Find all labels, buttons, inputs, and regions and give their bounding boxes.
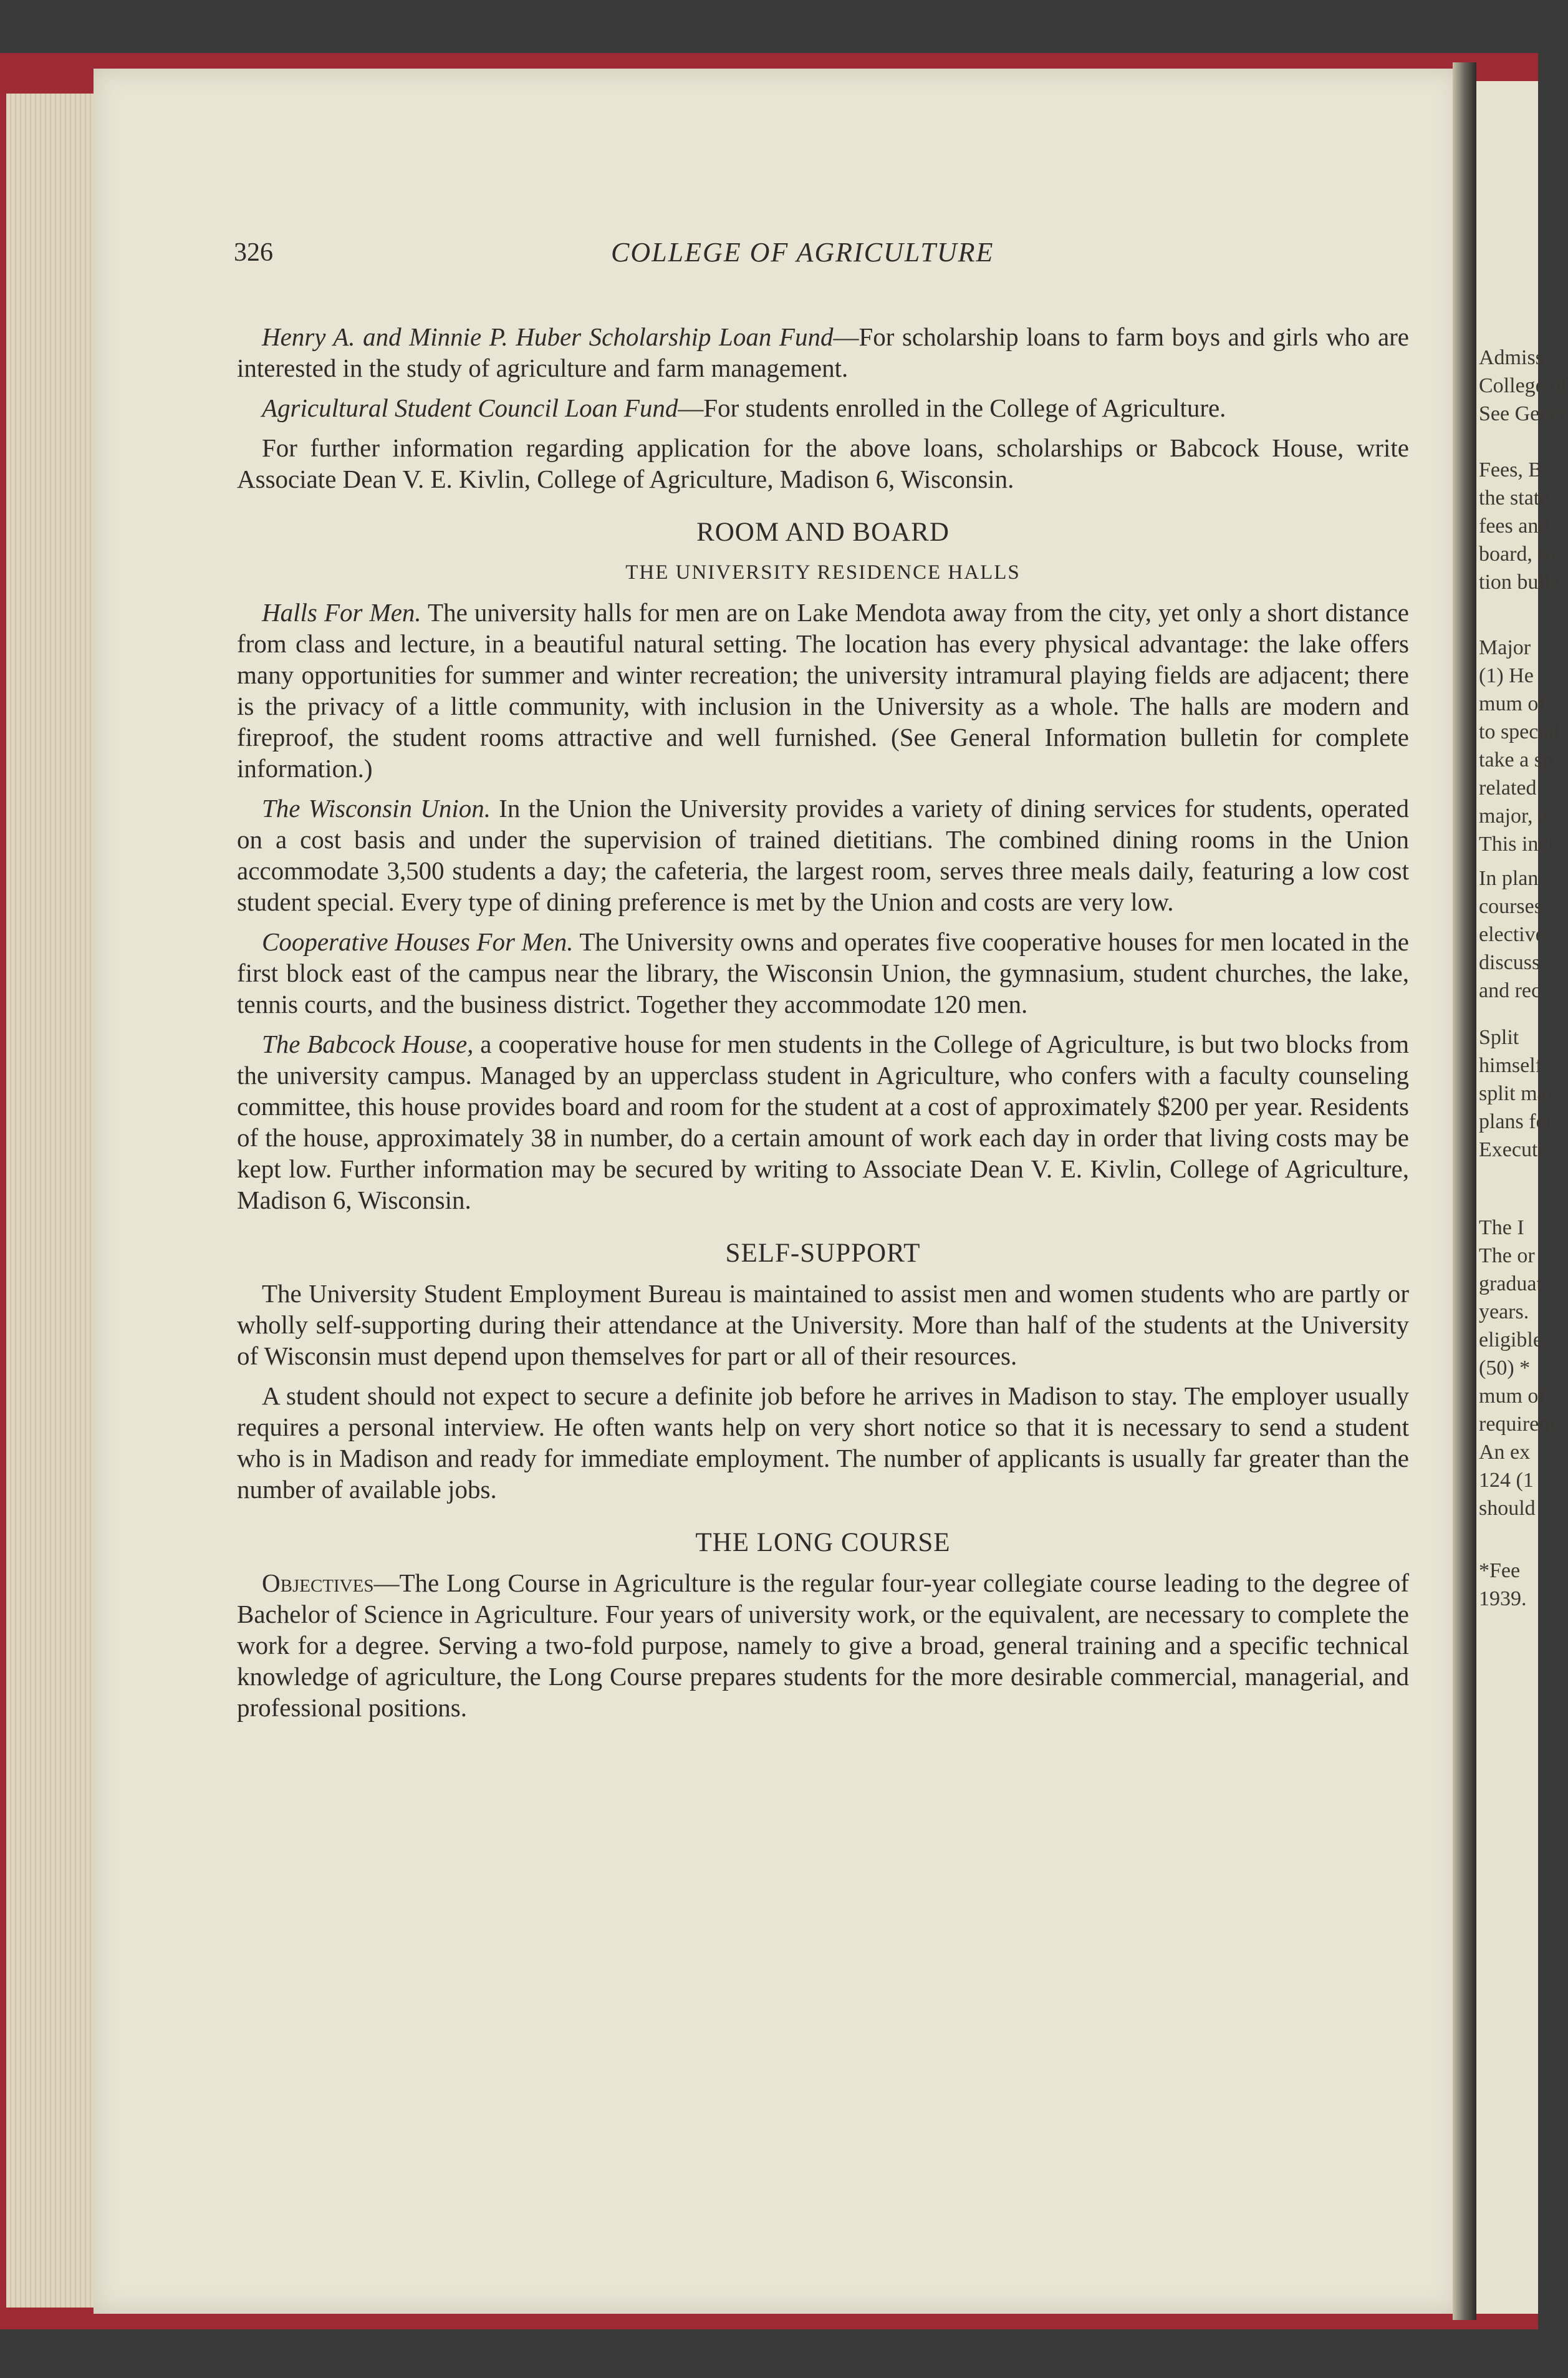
fragment-line: tion bulle bbox=[1479, 571, 1560, 594]
fragment-line: should bbox=[1479, 1497, 1536, 1520]
fragment-line: mum of bbox=[1479, 1385, 1546, 1408]
fragment-line: College of bbox=[1479, 374, 1568, 397]
fragment-line: See Gener bbox=[1479, 402, 1567, 425]
paragraph-text: The university halls for men are on Lake Mendota away from the city, yet only a short distance from class and lecture, in a beautiful natural setting. The location has every physical advantage: the lake offers many opportunities for summer and winter recreation; the university intramural playing fields are adjacent; there is the privacy of a little community, with inclusion in the University as a whole. The halls are modern and fireproof, the student rooms attractive and well furnished. (See General Information bulletin for complete information.) bbox=[237, 598, 1409, 783]
fragment-line: the state bbox=[1479, 486, 1549, 510]
fragment-line: (1) He bbox=[1479, 664, 1534, 687]
fragment-line: The or bbox=[1479, 1244, 1535, 1267]
paragraph-lead: Henry A. and Minnie P. Huber Scholarship Loan Fund bbox=[262, 322, 834, 351]
fragment-line: courses bbox=[1479, 895, 1542, 918]
paragraph-lead: The Babcock House, bbox=[262, 1030, 474, 1058]
paragraph-text: The University owns and operates five cooperative houses for men located in the first block east of the campus near the library, the Wisconsin Union, the gymnasium, student churches, the lake, tennis courts, and the business district. Together they accommodate 120 men. bbox=[237, 927, 1409, 1018]
paragraph bbox=[237, 392, 1409, 423]
fragment-line: Major bbox=[1479, 636, 1531, 659]
paragraph bbox=[237, 432, 1409, 495]
page-stack-edge bbox=[6, 94, 106, 2308]
paragraph-lead: Objectives bbox=[262, 1568, 374, 1597]
fragment-line: 124 (1 bbox=[1479, 1469, 1534, 1492]
adjacent-page-fragment bbox=[1476, 81, 1568, 2314]
paragraph bbox=[237, 1028, 1409, 1216]
fragment-line: In plan bbox=[1479, 867, 1539, 890]
fragment-line: Admiss bbox=[1479, 346, 1544, 369]
fragment-line: board, ro bbox=[1479, 543, 1556, 566]
section-subheading: THE UNIVERSITY RESIDENCE HALLS bbox=[625, 561, 1021, 584]
paragraph-text: For further information regarding application for the above loans, scholarships or Babcock House, write Associate Dean V. E. Kivlin, College of Agriculture, Madison 6, Wisconsin. bbox=[237, 433, 1409, 493]
paragraph bbox=[237, 793, 1409, 917]
fragment-line: (50) * bbox=[1479, 1356, 1531, 1380]
fragment-line: years. bbox=[1479, 1300, 1529, 1323]
fragment-line: to special bbox=[1479, 720, 1560, 743]
page-number: 326 bbox=[234, 238, 273, 267]
fragment-line: mum of bbox=[1479, 692, 1546, 715]
paragraph-text: —The Long Course in Agriculture is the regular four-year collegiate course leading to the degree of Bachelor of Science in Agriculture. Four years of university work, or the equivalent, are necessary to complete the work for a degree. Serving a two-fold purpose, namely to give a broad, general training and a specific technical knowledge of agriculture, the Long Course prepares students for the more desirable commercial, managerial, and professional positions. bbox=[237, 1568, 1409, 1722]
paragraph bbox=[237, 597, 1409, 784]
fragment-line: himself bbox=[1479, 1054, 1542, 1077]
paragraph-lead: Cooperative Houses For Men. bbox=[262, 927, 574, 956]
paragraph: The University Student Employment Bureau is maintained to assist men and women students who are partly or wholly self-supporting during their attendance at the University. More than half of the students at the University of Wisconsin must depend upon themselves for part or all of their resources. bbox=[237, 1279, 1409, 1370]
fragment-line: related bbox=[1479, 776, 1537, 800]
fragment-line: split maj bbox=[1479, 1082, 1553, 1105]
paragraph-lead: Halls For Men. bbox=[262, 598, 421, 627]
fragment-line: This incl bbox=[1479, 833, 1554, 856]
page-content bbox=[234, 231, 1410, 1732]
fragment-line: Fees, B bbox=[1479, 458, 1542, 481]
paragraph-text: a cooperative house for men students in the College of Agriculture, is but two blocks from the university campus. Managed by an upperclass student in Agriculture, who confers with a faculty counseling committee, this house provides board and room for the student at a cost of approximately $200 per year. Residents of the house, approximately 38 in number, do a certain amount of work each day in order that living costs may be kept low. Further information may be secured by writing to Associate Dean V. E. Kivlin, College of Agriculture, Madison 6, Wisconsin. bbox=[237, 1030, 1409, 1214]
paragraph-text: —For students enrolled in the College of Agriculture. bbox=[678, 394, 1226, 422]
paragraph bbox=[237, 1567, 1409, 1723]
section-heading: THE LONG COURSE bbox=[695, 1528, 951, 1557]
paragraph-text: —For scholarship loans to farm boys and girls who are interested in the study of agriculture and farm management. bbox=[237, 322, 1410, 382]
paragraph-lead: Agricultural Student Council Loan Fund bbox=[262, 394, 678, 422]
book-gutter bbox=[1453, 62, 1476, 2320]
fragment-line: fees and bbox=[1479, 515, 1549, 538]
fragment-line: major, a bbox=[1479, 805, 1548, 828]
fragment-line: take a sp bbox=[1479, 748, 1553, 771]
page-header bbox=[234, 231, 1409, 287]
fragment-line: *Fee bbox=[1479, 1559, 1521, 1582]
fragment-line: Split bbox=[1479, 1026, 1519, 1049]
paragraph-text: In the Union the University provides a variety of dining services for students, operated on a cost basis and under the supervision of trained dietitians. The combined dining rooms in the Union accommodate 3,500 students a day; the cafeteria, the largest room, serves three meals daily, featuring a low cost student special. Every type of dining preference is met by the Union and costs are very low. bbox=[237, 794, 1409, 916]
fragment-line: 1939. bbox=[1479, 1587, 1527, 1610]
fragment-line: Executiv bbox=[1479, 1138, 1554, 1161]
fragment-line: An ex bbox=[1479, 1441, 1531, 1464]
fragment-line: The I bbox=[1479, 1216, 1524, 1239]
fragment-line: graduat bbox=[1479, 1272, 1542, 1295]
fragment-line: elective bbox=[1479, 923, 1545, 946]
fragment-line: plans for bbox=[1479, 1110, 1554, 1133]
paragraph bbox=[237, 926, 1409, 1020]
paragraph-lead: The Wisconsin Union. bbox=[262, 794, 491, 823]
fragment-line: discuss bbox=[1479, 951, 1541, 974]
fragment-line: requirem bbox=[1479, 1413, 1556, 1436]
section-heading: ROOM AND BOARD bbox=[696, 518, 950, 547]
paragraph bbox=[237, 321, 1409, 384]
section-heading: SELF-SUPPORT bbox=[725, 1239, 921, 1268]
fragment-line: eligible, bbox=[1479, 1328, 1548, 1351]
fragment-line: and rec bbox=[1479, 979, 1541, 1002]
running-head: COLLEGE OF AGRICULTURE bbox=[611, 237, 994, 268]
paragraph: A student should not expect to secure a definite job before he arrives in Madison to stay. The employer usually requires a personal interview. He often wants help on very short notice so that it is necessary to send a student who is in Madison and ready for immediate employment. The number of applicants is usually far greater than the number of available jobs. bbox=[237, 1381, 1409, 1504]
